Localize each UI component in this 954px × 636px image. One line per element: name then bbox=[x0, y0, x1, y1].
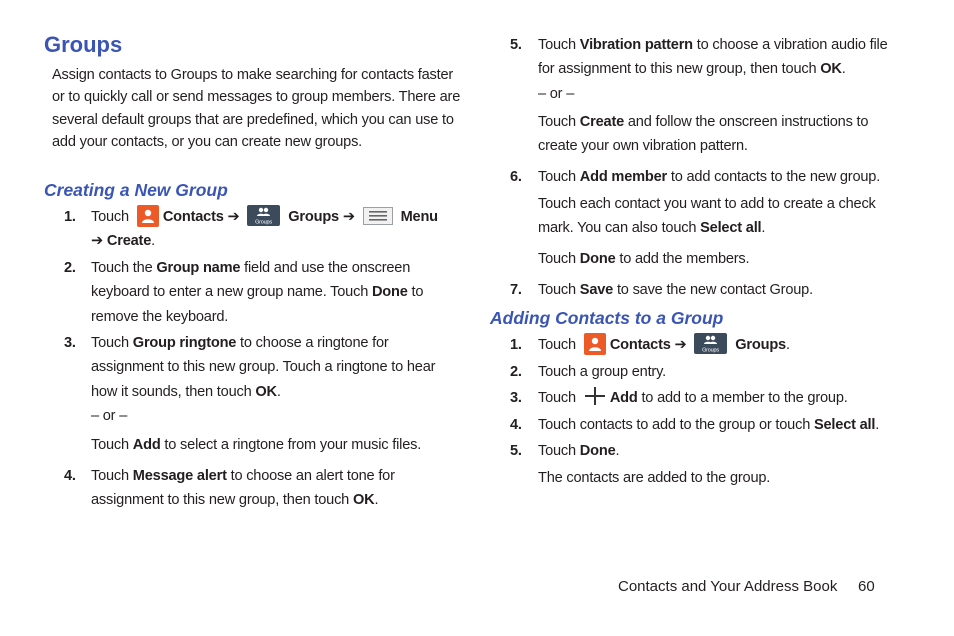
or-separator: – or – bbox=[538, 85, 575, 102]
groups-tab-icon bbox=[694, 333, 727, 354]
step-text: Touch each contact you want to add to create a check bbox=[538, 196, 876, 212]
step-text: Touch bbox=[538, 282, 580, 298]
step-number: 5. bbox=[510, 37, 522, 53]
groups-icon-caption: Groups bbox=[255, 219, 273, 226]
page-number: 60 bbox=[858, 578, 875, 595]
create-step-5-alt bbox=[538, 110, 918, 159]
group-name-label: Group name bbox=[156, 260, 241, 276]
arrow-icon: ➔ bbox=[227, 209, 240, 225]
contacts-app-icon bbox=[137, 205, 159, 227]
step-text: to add the members. bbox=[615, 251, 750, 267]
done-label: Done bbox=[371, 284, 408, 301]
step-text: . bbox=[841, 61, 846, 78]
period: . bbox=[785, 337, 790, 353]
select-all-label: Select all bbox=[813, 417, 876, 433]
step-text: Touch bbox=[538, 251, 580, 267]
step-number: 3. bbox=[510, 390, 522, 406]
step-text: assignment to this new group, then touch bbox=[91, 492, 353, 509]
menu-icon bbox=[363, 207, 393, 225]
create-step-6-note bbox=[538, 192, 918, 241]
step-text: Touch bbox=[538, 390, 576, 406]
intro-paragraph: Assign contacts to Groups to make searching for contacts faster or to quickly call or send messages to group members. There are several default groups that are predefined, which you can use to add your contacts, or you can create new groups. bbox=[52, 67, 461, 150]
groups-icon-caption: Groups bbox=[702, 347, 720, 354]
step-number: 3. bbox=[64, 335, 76, 351]
select-all-label: Select all bbox=[700, 220, 762, 237]
step-number: 6. bbox=[510, 169, 522, 185]
step-text: Touch bbox=[91, 468, 133, 484]
group-ringtone-label: Group ringtone bbox=[132, 335, 237, 351]
done-label: Done bbox=[579, 251, 616, 267]
step-text: to choose a vibration audio file bbox=[692, 37, 888, 53]
step-text: . bbox=[615, 443, 620, 459]
step-text: . bbox=[761, 220, 766, 237]
step-number: 7. bbox=[510, 282, 522, 298]
step-text: The contacts are added to the group. bbox=[538, 470, 771, 486]
step-text: Touch bbox=[538, 37, 580, 53]
step-text: . bbox=[276, 383, 281, 400]
create-step-3-alt bbox=[91, 433, 481, 457]
step-text: Touch contacts to add to the group or touch bbox=[538, 417, 814, 433]
section-title: Groups bbox=[44, 32, 123, 57]
create-step-6-done bbox=[538, 247, 918, 271]
adding-heading: Adding Contacts to a Group bbox=[490, 308, 724, 328]
step-text: Touch bbox=[91, 335, 133, 351]
add-plus-icon bbox=[584, 386, 606, 406]
step-text: to save the new contact Group. bbox=[613, 282, 813, 298]
step-text: remove the keyboard. bbox=[91, 308, 229, 325]
period: . bbox=[151, 233, 155, 250]
groups-tab-icon bbox=[247, 205, 280, 226]
add-step-5-note bbox=[538, 466, 918, 490]
step-text: . bbox=[374, 492, 379, 509]
step-text: Touch a group entry. bbox=[538, 364, 666, 380]
step-text: how it sounds, then touch bbox=[91, 383, 256, 400]
step-text: Touch bbox=[538, 337, 576, 353]
step-text: create your own vibration pattern. bbox=[538, 138, 748, 155]
step-number: 4. bbox=[64, 468, 76, 484]
step-text: Touch bbox=[91, 209, 129, 225]
done-label: Done bbox=[579, 443, 616, 459]
ok-label: OK bbox=[255, 383, 277, 400]
step-text: Touch the bbox=[91, 260, 157, 276]
groups-label: Groups bbox=[735, 337, 786, 353]
step-text: for assignment to this new group, then touch bbox=[538, 61, 821, 78]
footer-section-name: Contacts and Your Address Book bbox=[618, 578, 838, 595]
arrow-icon: ➔ bbox=[674, 337, 687, 353]
step-number: 4. bbox=[510, 417, 522, 433]
or-separator: – or – bbox=[91, 408, 128, 425]
step-number: 2. bbox=[510, 364, 522, 380]
step-text: Touch bbox=[538, 169, 580, 185]
step-text: to choose a ringtone for bbox=[236, 335, 389, 351]
step-text: . bbox=[875, 417, 880, 433]
contacts-label: Contacts bbox=[609, 337, 671, 353]
step-text: field and use the onscreen bbox=[240, 260, 411, 276]
add-member-label: Add member bbox=[579, 169, 667, 185]
step-text: and follow the onscreen instructions to bbox=[624, 114, 869, 130]
step-text: to add contacts to the new group. bbox=[667, 169, 881, 185]
menu-label: Menu bbox=[400, 209, 438, 225]
groups-label: Groups bbox=[288, 209, 339, 225]
contacts-label: Contacts bbox=[162, 209, 224, 225]
step-number: 5. bbox=[510, 443, 522, 459]
add-label: Add bbox=[609, 390, 638, 406]
step-number: 1. bbox=[510, 337, 522, 353]
save-label: Save bbox=[579, 282, 614, 298]
create-label: ➔ Create bbox=[91, 233, 152, 250]
creating-heading: Creating a New Group bbox=[44, 180, 228, 200]
step-text: to bbox=[407, 284, 424, 301]
step-text: assignment to this new group. Touch a ringtone to hear bbox=[91, 359, 436, 376]
ok-label: OK bbox=[820, 61, 842, 78]
step-text: to select a ringtone from your music files. bbox=[160, 437, 422, 453]
add-label: Add bbox=[132, 437, 161, 453]
step-number: 2. bbox=[64, 260, 76, 276]
create-label: Create bbox=[579, 114, 625, 130]
step-text: mark. You can also touch bbox=[538, 220, 701, 237]
step-text: to add to a member to the group. bbox=[637, 390, 848, 406]
step-text: Touch bbox=[538, 443, 580, 459]
step-text: to choose an alert tone for bbox=[226, 468, 395, 484]
message-alert-label: Message alert bbox=[132, 468, 227, 484]
arrow-icon: ➔ bbox=[342, 209, 355, 225]
step-text: Touch bbox=[538, 114, 580, 130]
contacts-app-icon bbox=[584, 333, 606, 355]
step-number: 1. bbox=[64, 209, 76, 225]
step-text: Touch bbox=[91, 437, 133, 453]
step-text: keyboard to enter a new group name. Touch bbox=[91, 284, 372, 301]
vibration-pattern-label: Vibration pattern bbox=[579, 37, 693, 53]
ok-label: OK bbox=[352, 492, 375, 509]
